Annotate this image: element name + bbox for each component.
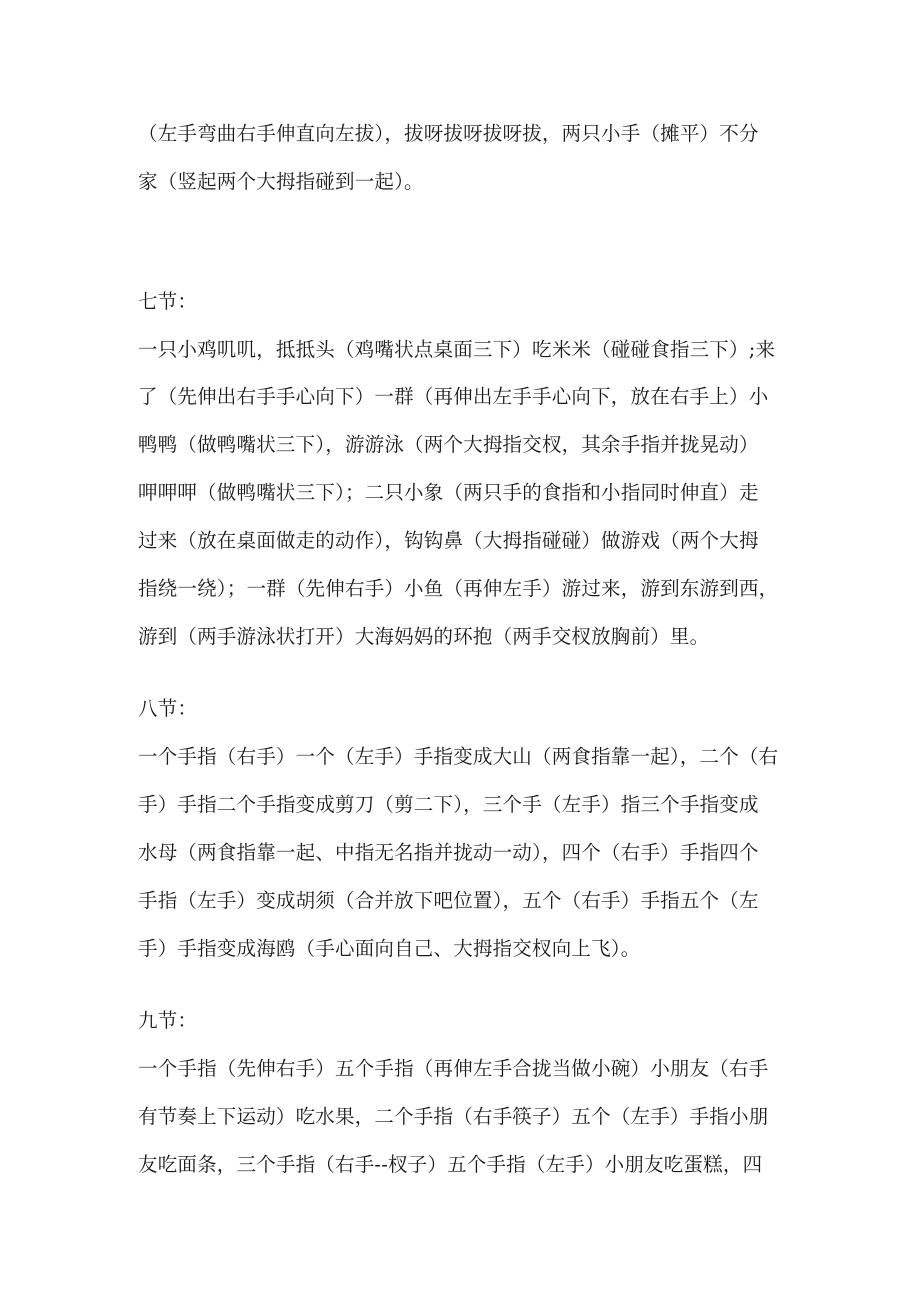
text-line: 一个手指（右手）一个（左手）手指变成大山（两食指靠一起），二个（右 [138, 745, 779, 768]
text-line: 友吃面条，三个手指（右手--杈子）五个手指（左手）小朋友吃蛋糕，四 [138, 1153, 763, 1176]
text-line: 手）手指变成海鸥（手心面向自己、大拇指交杈向上飞）。 [138, 937, 641, 960]
text-line: 手）手指二个手指变成剪刀（剪二下），三个手（左手）指三个手指变成 [138, 793, 759, 816]
text-line: 手指（左手）变成胡须（合并放下吧位置），五个（右手）手指五个（左 [138, 889, 759, 912]
text-line: 呷呷呷（做鸭嘴状三下）；二只小象（两只手的食指和小指同时伸直）走 [138, 481, 759, 504]
section-heading: 九节： [138, 1009, 198, 1032]
text-line: 一只小鸡叽叽，抵抵头（鸡嘴状点桌面三下）吃米米（碰碰食指三下）;来 [138, 338, 776, 361]
text-line: 有节奏上下运动）吃水果，二个手指（右手筷子）五个（左手）手指小朋 [138, 1105, 769, 1128]
text-line: 水母（两食指靠一起、中指无名指并拢动一动），四个（右手）手指四个 [138, 841, 759, 864]
text-line: 家（竖起两个大拇指碰到一起）。 [138, 170, 424, 193]
text-line: （左手弯曲右手伸直向左拔），拔呀拔呀拔呀拔，两只小手（摊平）不分 [138, 122, 759, 145]
text-line: 鸭鸭（做鸭嘴状三下），游游泳（两个大拇指交杈，其余手指并拢晃动） [138, 433, 759, 456]
text-line: 一个手指（先伸右手）五个手指（再伸左手合拢当做小碗）小朋友（右手 [138, 1057, 769, 1080]
text-line: 了（先伸出右手手心向下）一群（再伸出左手手心向下，放在右手上）小 [138, 385, 769, 408]
text-line: 过来（放在桌面做走的动作），钩钩鼻（大拇指碰碰）做游戏（两个大拇 [138, 529, 759, 552]
section-heading: 七节： [138, 290, 198, 313]
section-heading: 八节： [138, 697, 198, 720]
text-line: 游到（两手游泳状打开）大海妈妈的环抱（两手交杈放胸前）里。 [138, 625, 710, 648]
text-line: 指绕一绕）；一群（先伸右手）小鱼（再伸左手）游过来，游到东游到西， [138, 577, 779, 600]
